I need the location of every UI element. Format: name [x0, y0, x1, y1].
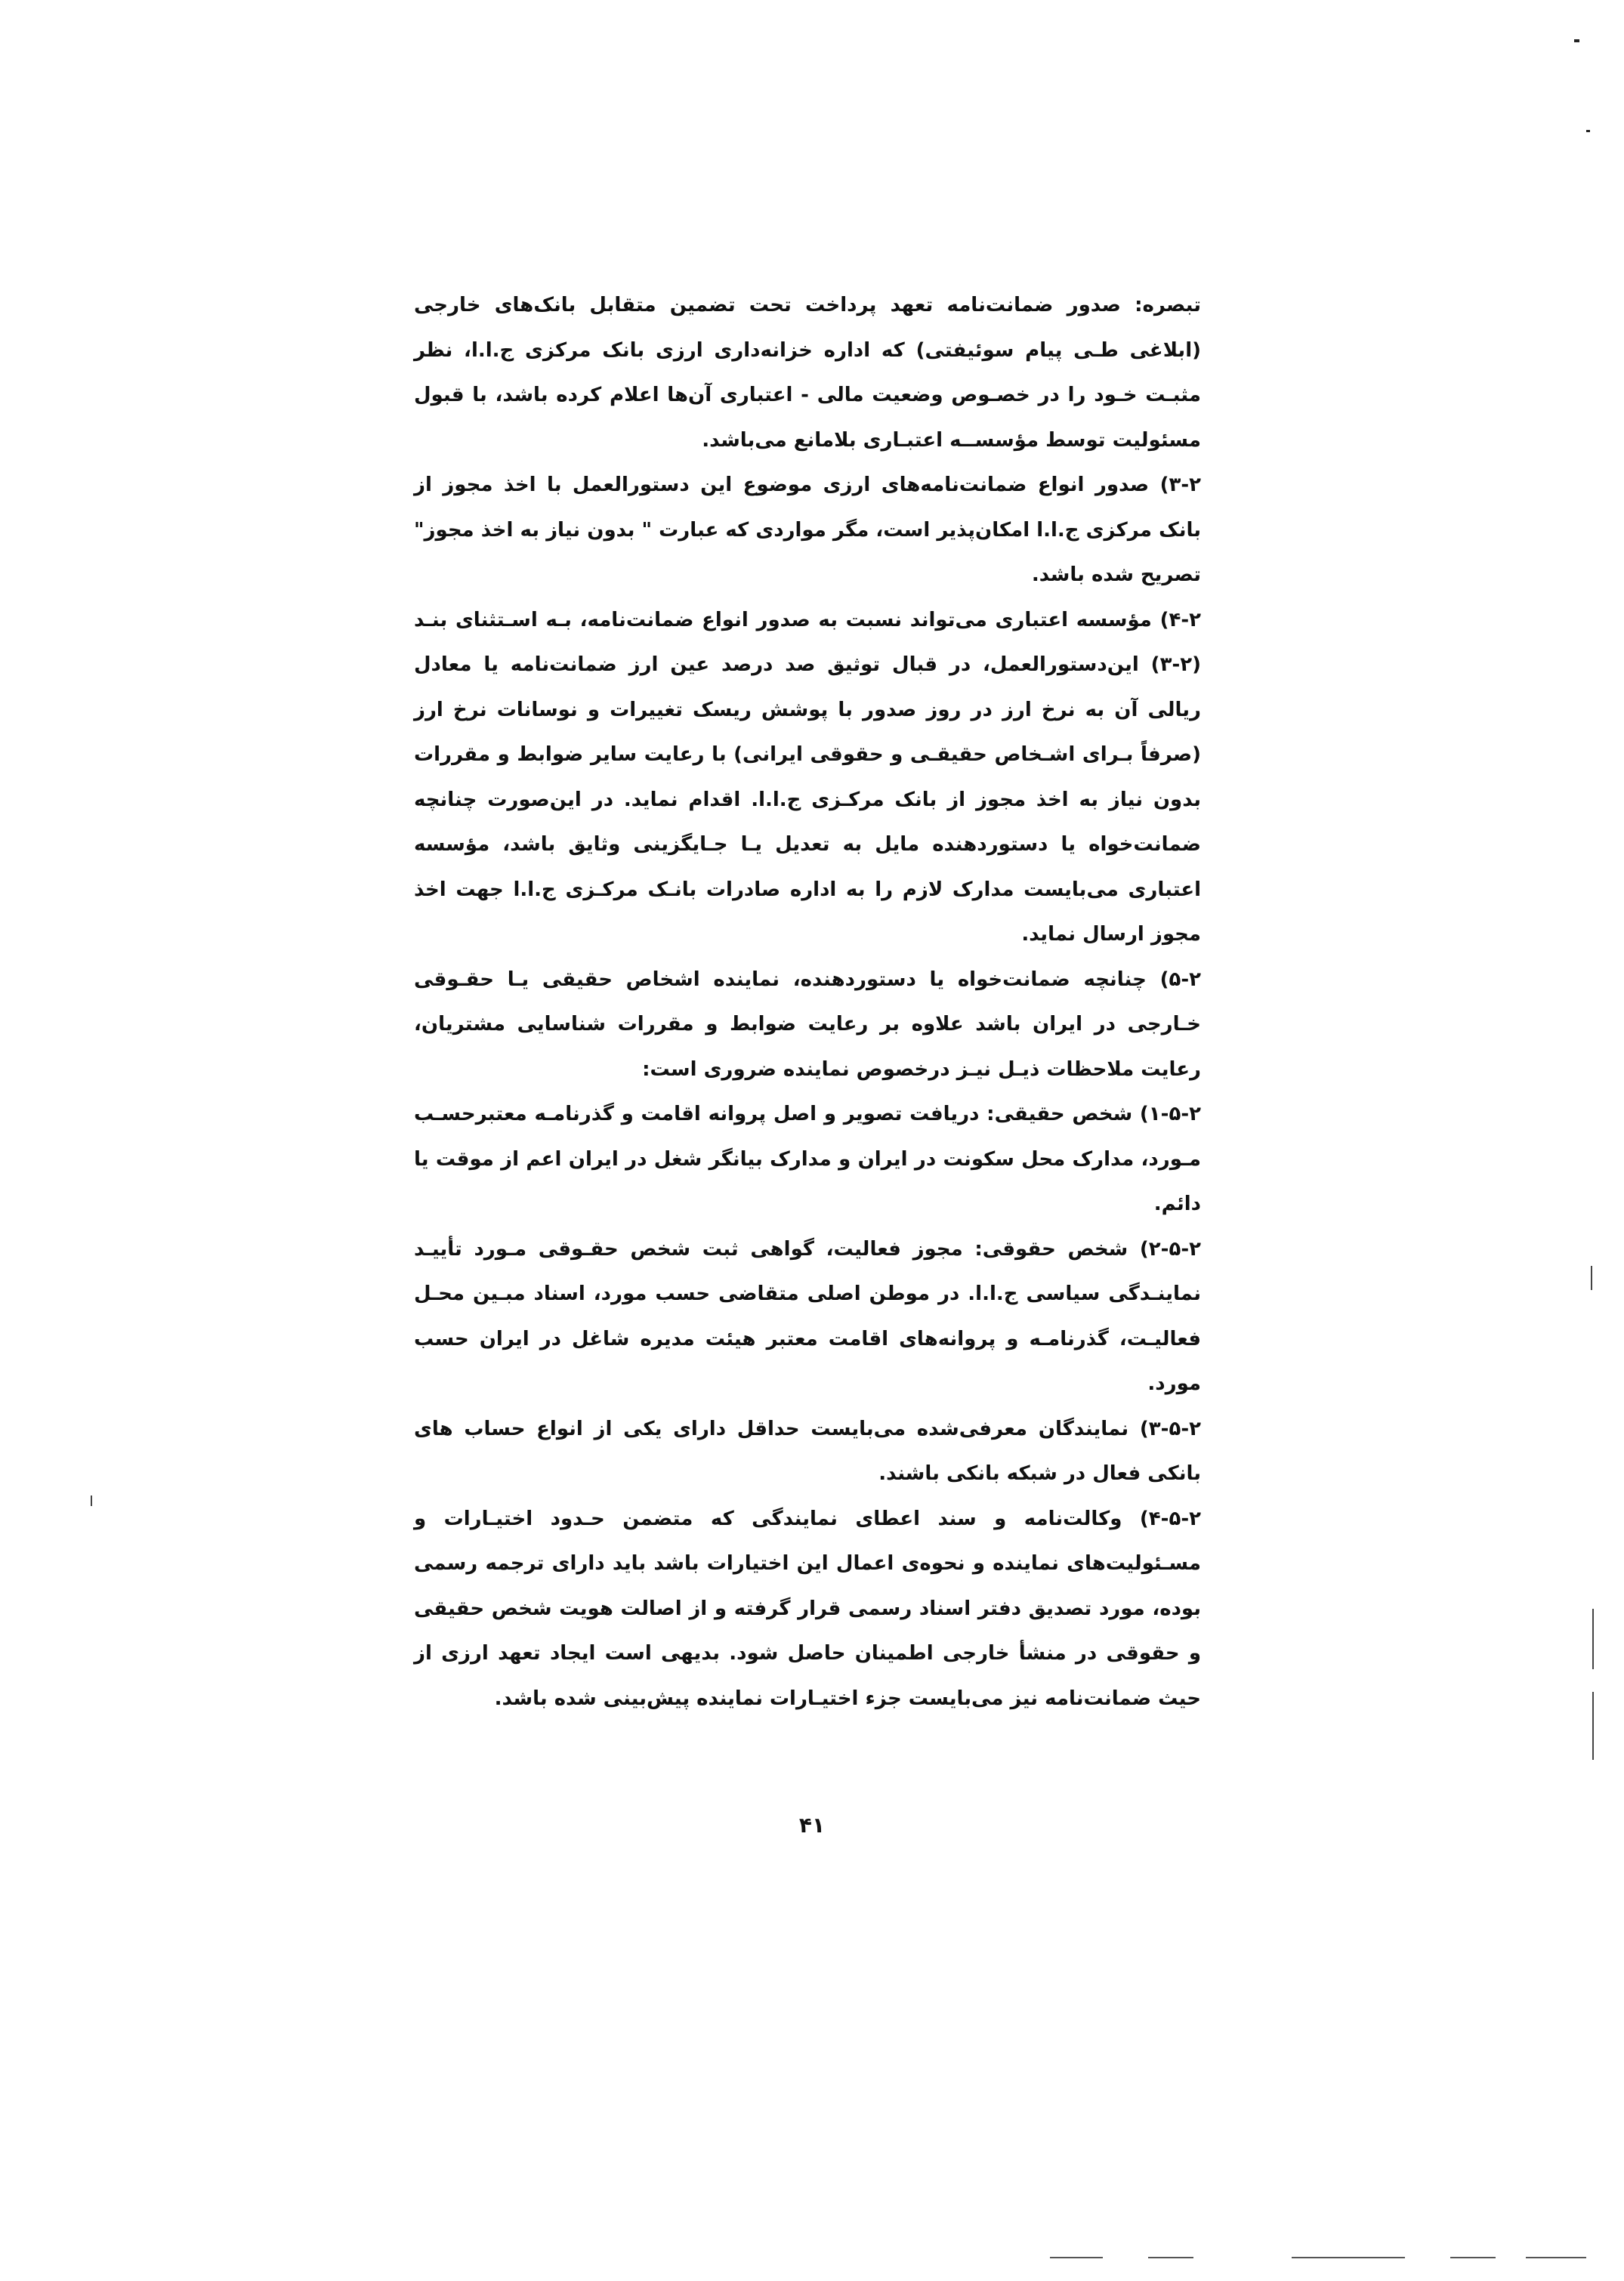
scan-bottom-line	[1292, 2257, 1405, 2258]
paragraph-2-5: ۵-۲) چنانچه ضمانت‌خواه یا دستوردهنده، نماینده اشخاص حقیقی یـا حقـوقی خـارجی در ایران باشد علاوه بر رعایت ضوابط و مقررات شناسایی مشتریان، رعایت ملاحظات ذیـل نیـز درخصوص نماینده ضروری است:	[414, 968, 1201, 1081]
scan-bottom-line	[1450, 2257, 1496, 2258]
scan-edge-mark	[1592, 1692, 1594, 1760]
paragraph-2-5-3: ۳-۵-۲) نمایندگان معرفی‌شده می‌بایست حداقل دارای یکی از انواع حساب های بانکی فعال در شبکه بانکی باشند.	[414, 1417, 1201, 1485]
paragraph-note: تبصره: صدور ضمانت‌نامه تعهد پرداخت تحت تضمین متقابل بانک‌های خارجی (ابلاغی طـی پیام سوئیفتی) که اداره خزانه‌داری ارزی بانک مرکزی ج.ا.ا، نظر مثبـت خـود را در خصـوص وضعیت مالی - اعتباری آن‌ها اعلام کرده باشد، با قبول مسئولیت توسط مؤسســه اعتبـاری بلامانع می‌باشد.	[414, 294, 1201, 452]
page-number: ۴۱	[798, 1813, 826, 1838]
scan-edge-mark	[91, 1495, 92, 1506]
paragraph-2-5-1: ۱-۵-۲) شخص حقیقی: دریافت تصویر و اصل پروانه اقامت و گذرنامـه معتبرحسـب مـورد، مدارک محل سکونت در ایران و مدارک بیانگر شغل در ایران اعم از موقت یا دائم.	[414, 1103, 1201, 1215]
scan-speck	[1574, 39, 1579, 42]
scan-speck	[1586, 130, 1590, 132]
body-text	[414, 283, 1201, 1721]
paragraph-2-4: ۴-۲) مؤسسه اعتباری می‌تواند نسبت به صدور انواع ضمانت‌نامه، بـه اسـتثنای بنـد (۲-۳) این‌دستورالعمل، در قبال توثیق صد درصد عین ارز ضمانت‌نامه یا معادل ریالی آن به نرخ ارز در روز صدور با پوشش ریسک تغییرات و نوسانات نرخ ارز (صرفاً بـرای اشـخاص حقیقـی و حقوقی ایرانی) با رعایت سایر ضوابط و مقررات بدون نیاز به اخذ مجوز از بانک مرکـزی ج.ا.ا. اقدام نماید. در این‌صورت چنانچه ضمانت‌خواه یا دستوردهنده مایل به تعدیل یـا جـایگزینی وثایق باشد، مؤسسه اعتباری می‌بایست مدارک لازم را به اداره صادرات بانـک مرکـزی ج.ا.ا جهت اخذ مجوز ارسال نماید.	[414, 608, 1201, 946]
scan-bottom-line	[1148, 2257, 1193, 2258]
paragraph-2-5-4: ۴-۵-۲) وکالت‌نامه و سند اعطای نمایندگی که متضمن حـدود اختیـارات و مسـئولیت‌های نماینده و نحوه‌ی اعمال این اختیارات باشد باید دارای ترجمه رسمی بوده، مورد تصدیق دفتر اسناد رسمی قرار گرفته و از اصالت هویت شخص حقیقی و حقوقی در منشأ خارجی اطمینان حاصل شود. بدیهی است ایجاد تعهد ارزی از حیث ضمانت‌نامه نیز می‌بایست جزء اختیـارات نماینده پیش‌بینی شده باشد.	[414, 1507, 1201, 1710]
paragraph-2-3: ۳-۲) صدور انواع ضمانت‌نامه‌های ارزی موضوع این دستورالعمل با اخذ مجوز از بانک مرکزی ج.ا.ا امکان‌پذیر است، مگر مواردی که عبارت " بدون نیاز به اخذ مجوز" تصریح شده باشد.	[414, 474, 1201, 586]
scan-bottom-line	[1050, 2257, 1103, 2258]
scan-edge-mark	[1591, 1266, 1592, 1290]
scan-edge-mark	[1592, 1609, 1594, 1669]
paragraph-2-5-2: ۲-۵-۲) شخص حقوقی: مجوز فعالیت، گواهی ثبت شخص حقـوقی مـورد تأییـد نماینـدگی سیاسی ج.ا.ا. در موطن اصلی متقاضی حسب مورد، اسناد مبـین محـل فعالیـت، گذرنامـه و پروانه‌های اقامت معتبر هیئت مدیره شاغل در ایران حسب مورد.	[414, 1237, 1201, 1395]
scan-bottom-line	[1526, 2257, 1586, 2258]
